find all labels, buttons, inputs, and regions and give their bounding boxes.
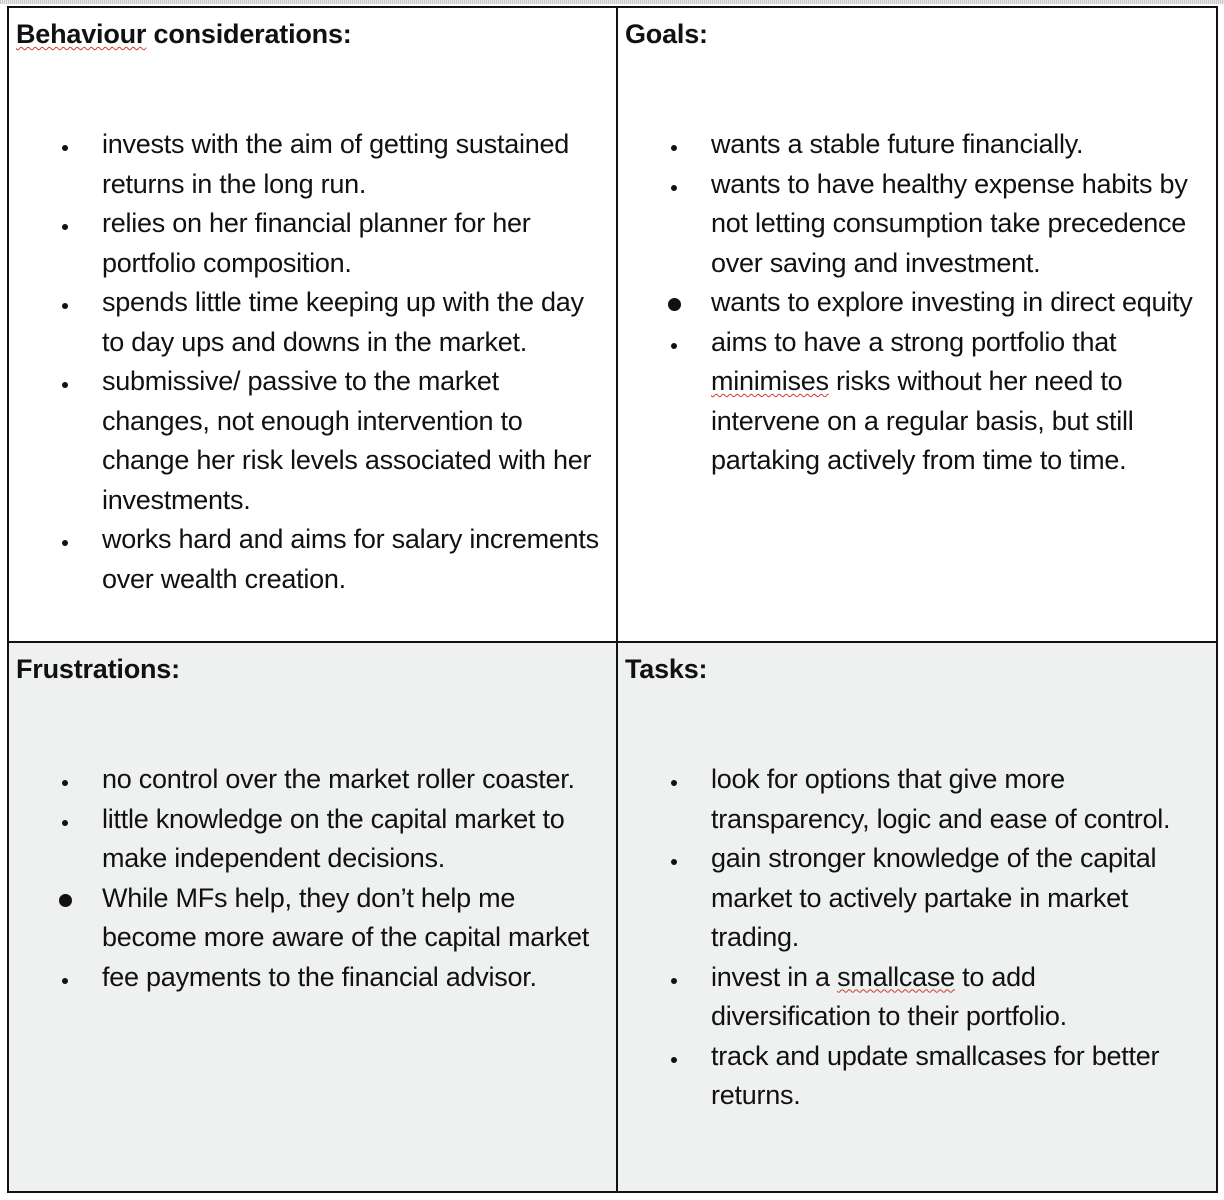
- list-item: [618, 958, 1201, 1037]
- bullet-icon: [59, 800, 71, 840]
- bullet-icon: [668, 283, 680, 323]
- persona-table: [7, 6, 1218, 1193]
- list-item-text: invests with the aim of getting sustained returns in the long run.: [102, 129, 570, 199]
- tasks-cell[interactable]: [618, 643, 1216, 1191]
- list-item: [618, 125, 1209, 165]
- list-item: [618, 165, 1209, 284]
- goals-list: [618, 125, 1209, 481]
- list-item: [9, 283, 609, 362]
- behaviour-considerations-cell[interactable]: [9, 8, 618, 643]
- list-item: [618, 1037, 1201, 1116]
- behaviour-considerations-heading: Behaviour considerations:: [16, 19, 352, 49]
- list-item: [9, 800, 612, 879]
- bullet-icon: [59, 283, 71, 323]
- frustrations-list: [9, 760, 612, 997]
- list-item-text: no control over the market roller coaster.: [102, 764, 575, 794]
- bullet-icon: [668, 125, 680, 165]
- list-item-text: invest in a smallcase to add diversification to their portfolio.: [711, 961, 1067, 1031]
- spellcheck-flagged-word[interactable]: Behaviour: [16, 19, 147, 49]
- list-item: [618, 760, 1201, 839]
- list-item-text: wants to have healthy expense habits by not letting consumption take precedence over saving and investment.: [711, 168, 1188, 278]
- bullet-icon: [59, 520, 71, 560]
- frustrations-heading: Frustrations:: [16, 654, 180, 684]
- list-item-text: wants to explore investing in direct equity: [711, 287, 1193, 317]
- list-item: [9, 760, 612, 800]
- list-item: [618, 839, 1201, 958]
- spellcheck-flagged-word[interactable]: smallcase: [837, 961, 955, 992]
- list-item-text: While MFs help, they don’t help me become more aware of the capital market: [102, 882, 589, 952]
- spellcheck-flagged-word[interactable]: minimises: [711, 366, 829, 396]
- bullet-icon: [668, 165, 680, 205]
- tasks-list: [618, 760, 1201, 1116]
- list-item: [9, 958, 612, 998]
- tasks-heading: Tasks:: [625, 654, 708, 684]
- list-item-text: wants a stable future financially.: [711, 129, 1084, 159]
- list-item-text: fee payments to the financial advisor.: [102, 961, 537, 992]
- bullet-icon: [59, 362, 71, 402]
- bullet-icon: [668, 760, 680, 800]
- goals-heading: Goals:: [625, 19, 708, 49]
- bullet-icon: [59, 879, 71, 919]
- list-item: [9, 204, 609, 283]
- goals-cell[interactable]: [618, 8, 1216, 643]
- list-item: [9, 879, 612, 958]
- bullet-icon: [668, 958, 680, 998]
- bullet-icon: [668, 323, 680, 363]
- list-item-text: relies on her financial planner for her portfolio composition.: [102, 208, 531, 278]
- list-item: [9, 520, 609, 599]
- list-item: [618, 323, 1209, 481]
- list-item-text: little knowledge on the capital market to make independent decisions.: [102, 803, 565, 873]
- bullet-icon: [668, 1037, 680, 1077]
- frustrations-cell[interactable]: [9, 643, 618, 1191]
- list-item: [9, 125, 609, 204]
- document-top-edge: [0, 0, 1224, 4]
- list-item: [618, 283, 1209, 323]
- behaviour-list: [9, 125, 609, 599]
- bullet-icon: [59, 760, 71, 800]
- list-item-text: spends little time keeping up with the day to day ups and downs in the market.: [102, 287, 584, 357]
- list-item-text: gain stronger knowledge of the capital market to actively partake in market trading.: [711, 843, 1157, 952]
- bullet-icon: [59, 125, 71, 165]
- list-item-text: works hard and aims for salary increments over wealth creation.: [102, 524, 599, 594]
- list-item-text: submissive/ passive to the market changes, not enough intervention to change her risk levels associated with her investments.: [102, 366, 592, 515]
- list-item: [9, 362, 609, 520]
- bullet-icon: [668, 839, 680, 879]
- list-item-text: track and update smallcases for better returns.: [711, 1040, 1160, 1110]
- list-item-text: aims to have a strong portfolio that minimises risks without her need to intervene on a regular basis, but still partaking actively from time to time.: [711, 326, 1134, 475]
- list-item-text: look for options that give more transparency, logic and ease of control.: [711, 764, 1171, 834]
- bullet-icon: [59, 204, 71, 244]
- bullet-icon: [59, 958, 71, 998]
